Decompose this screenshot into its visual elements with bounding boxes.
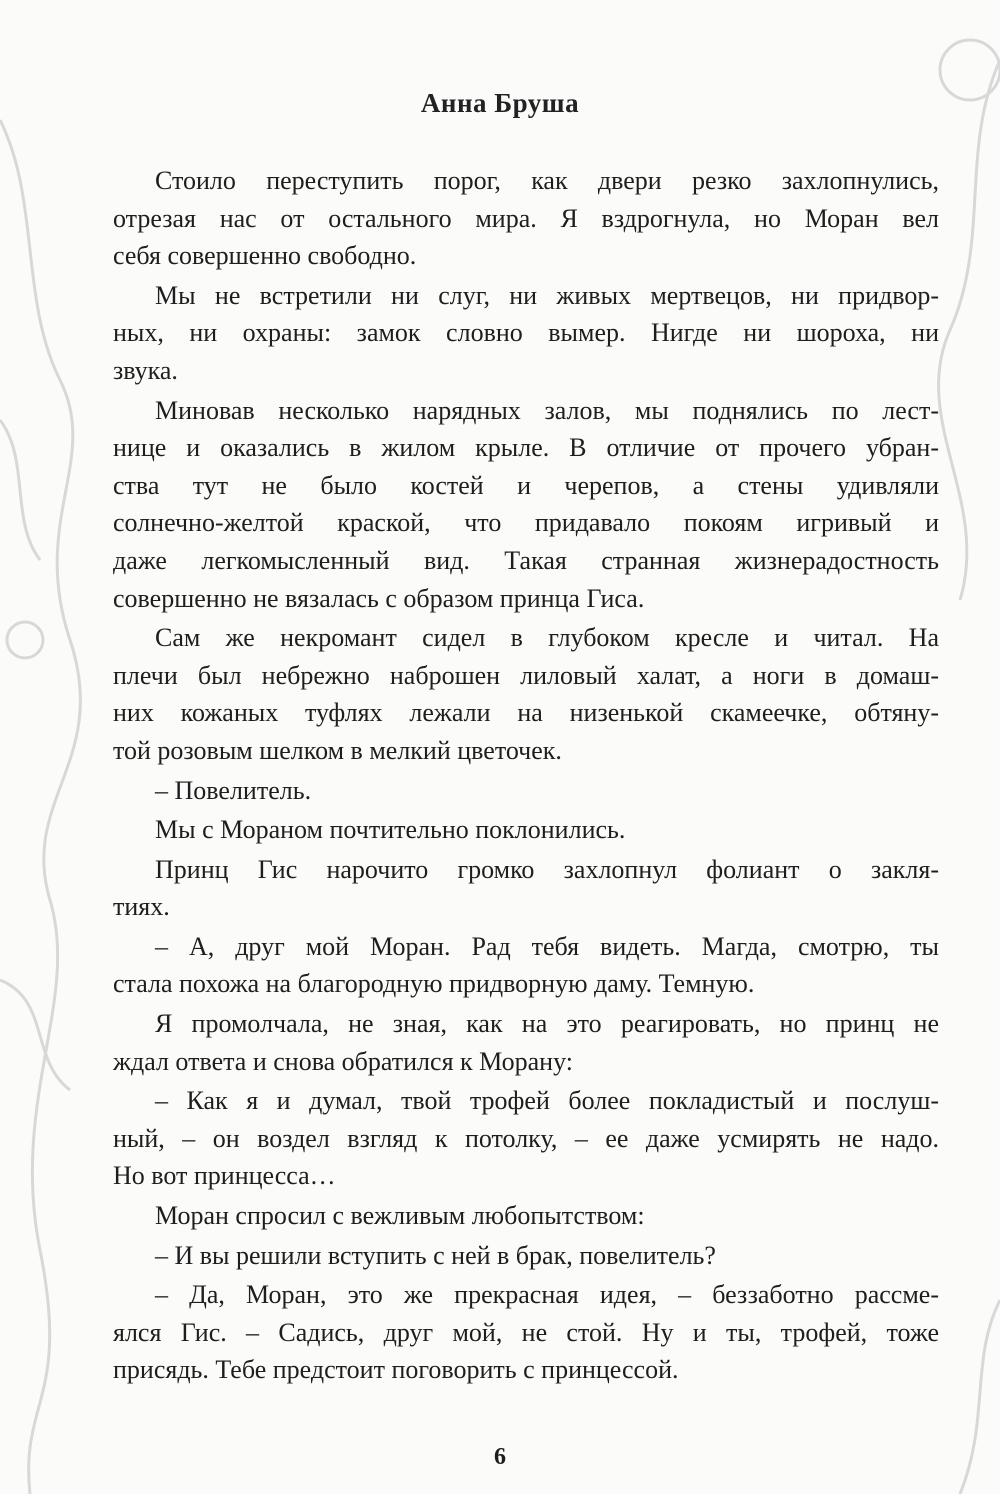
paragraph xyxy=(113,277,939,390)
text-line: Моран спросил с вежливым любопытством: xyxy=(155,1201,645,1231)
text-line: той розовым шелком в мелкий цветочек. xyxy=(113,735,562,765)
text-line: Я промолчала, не зная, как на это реагировать, но принц не xyxy=(155,1009,939,1039)
body-text xyxy=(113,162,939,1391)
text-line: звука. xyxy=(113,355,178,385)
text-line: ждал ответа и снова обратился к Морану: xyxy=(113,1046,573,1076)
text-line: Стоило переступить порог, как двери резко захлопнулись, xyxy=(155,166,939,195)
paragraph xyxy=(113,1276,939,1389)
paragraph xyxy=(113,811,939,849)
paragraph xyxy=(113,772,939,810)
text-line: Принц Гис нарочито громко захлопнул фолиант о закля- xyxy=(155,854,939,884)
text-line: Мы не встретили ни слуг, ни живых мертвецов, ни придвор- xyxy=(155,280,939,310)
text-line: Но вот принцесса… xyxy=(113,1161,336,1191)
text-line: нице и оказались в жилом крыле. В отличие от прочего убран- xyxy=(113,433,939,463)
text-line: – И вы решили вступить с ней в брак, повелитель? xyxy=(155,1240,716,1270)
paragraph xyxy=(113,851,939,926)
paragraph xyxy=(113,1237,939,1275)
paragraph xyxy=(113,1082,939,1195)
text-line: ных, ни охраны: замок словно вымер. Нигде ни шороха, ни xyxy=(113,318,939,348)
text-line: совершенно не вязалась с образом принца Гиса. xyxy=(113,583,645,613)
text-line: – А, друг мой Моран. Рад тебя видеть. Магда, смотрю, ты xyxy=(155,931,939,961)
text-line: даже легкомысленный вид. Такая странная жизнерадостность xyxy=(113,545,939,575)
text-line: Сам же некромант сидел в глубоком кресле и читал. На xyxy=(155,623,939,653)
running-header-author: Анна Бруша xyxy=(420,88,580,118)
text-line: Миновав несколько нарядных залов, мы поднялись по лест- xyxy=(155,395,939,425)
text-line: ный, – он воздел взгляд к потолку, – ее даже усмирять не надо. xyxy=(113,1123,939,1153)
paragraph xyxy=(113,619,939,769)
text-line: – Повелитель. xyxy=(155,775,312,805)
paragraph xyxy=(113,1197,939,1235)
text-line: – Как я и думал, твой трофей более покладистый и послуш- xyxy=(155,1086,939,1116)
text-line: стала похожа на благородную придворную даму. Темную. xyxy=(113,969,755,999)
text-line: Мы с Мораном почтительно поклонились. xyxy=(155,815,626,845)
text-line: отрезая нас от остального мира. Я вздрогнула, но Моран вел xyxy=(113,203,939,233)
paragraph xyxy=(113,1005,939,1080)
text-line: – Да, Моран, это же прекрасная идея, – беззаботно рассме- xyxy=(155,1280,939,1310)
text-line: присядь. Тебе предстоит поговорить с принцессой. xyxy=(113,1355,679,1385)
text-line: солнечно-желтой краской, что придавало покоям игривый и xyxy=(113,508,939,538)
paragraph xyxy=(113,928,939,1003)
text-line: ства тут не было костей и черепов, а стены удивляли xyxy=(113,470,939,500)
text-line: ялся Гис. – Садись, друг мой, не стой. Ну и ты, трофей, тоже xyxy=(113,1317,939,1347)
paragraph xyxy=(113,162,939,275)
paragraph xyxy=(113,392,939,618)
text-line: себя совершенно свободно. xyxy=(113,241,417,271)
text-line: них кожаных туфлях лежали на низенькой скамеечке, обтяну- xyxy=(113,698,939,728)
text-line: тиях. xyxy=(113,892,170,922)
text-line: плечи был небрежно наброшен лиловый халат, а ноги в домаш- xyxy=(113,660,939,690)
page-number: 6 xyxy=(494,1444,506,1470)
